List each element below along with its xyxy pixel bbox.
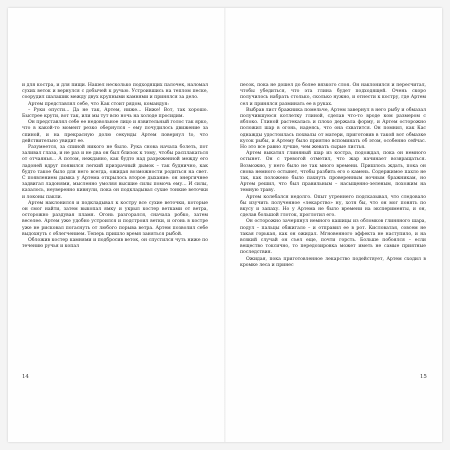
left-paragraph-5: Разумеется, за спиной никого не было. Рука снова начала болеть, пот заливал глаза, и не раз и не два он был близок к тому, чтобы расплакаться от отчаянья... А потом, нежданно, как будто над разреженной между его ладоней вдруг появился легкий призрачный дымок – так буднично, как будто такое было для него всегда, ожидая возможности родиться на свет. С появлением дымка у Артема открылось второе дыхание: он энергичнее задвигал ладонями, мысленно умоляя высшие силы помочь ему... И силы, казалось, неуверенно кивнули, пока он подкладывал сухие тонкие веточки и локоны пакли.	[22, 145, 208, 200]
right-paragraph-4: Артем колебался недолго. Опыт утреннего подсказывал, что следовало бы изучить полученное «лекарство» ну, хотя бы, что он мог понять по вкусу и запаху. Но у Артема не было времени на эксперименты, и он, сделав большой глоток, проглотил его.	[240, 194, 426, 219]
right-paragraph-1: песок, пока не дошел до более вязкого слоя. Он наклонился и пересчитал, чтобы убедиться, что эта глина будет подходящей. Очень скоро получилось набрать столько, сколько нужно, и отнести к костру, где Артем сел и принялся разминать ее в руках.	[240, 83, 426, 107]
right-paragraph-2: Выбрав лист бражника помельче, Артем завернул в него рыбу и обмазал получившуюся котлетку глиной, сделав что-то вроде ком размером с яблоко. Глиной растекалась и плохо держала форму, и Артем осторожно положил шар в огонь, надеясь, что она схватится. Он помнил, как Кас однажды удостоилась похвалы от матери, приготовив в такой вот обмазке кусок рыбы, и Артему было приятно вспоминать об этом, особенно сейчас. Но это все равно лучше, чем жевать сырые листья.	[240, 107, 426, 151]
right-paragraph-3: Артем выкатил глиняный шар из костра, подождал, пока он немного остынет. Он с тревогой отметил, что жар начинает возвращаться. Возможно, у него было не так много времени. Пришлось ждать, пока он снова немного остынет, чтобы разбить его о камень. Содержимое пахло не так, как положено было пахнуть проверенным ночным бражникам, но Артем решил, что был правильным – насыщенно-зеленым, похожим на темную траву.	[240, 151, 426, 194]
left-paragraph-4: Он представлял себе ее недовольное лицо и язвительный голос так ярко, что в какой-то момент резко обернулся – ему почудилось движение за спиной, и на прекрасную долю секунды Артем повернул to, что действительно увидит ее.	[22, 120, 208, 144]
right-paragraph-5: Он осторожно зачерпнул немного кашицы из обломков глиняного шара, подул – пальцы обжигало – и отправил ее в рот. Кисловатая, совсем не такая горькая, как он ожидал. Мгновенного эффекта не наступило, и на всякий случай он съел еще, почти горсть. Больше побоялся – если вещество токсично, то передозировка может иметь не самые приятные последствия.	[240, 219, 426, 256]
left-paragraph-3: – Руки опусти... Да не так, Артем, ниже... Ниже! Вот, так хорошо. Быстрее крути, вот так, или мы тут всю ночь на холоде просидим.	[22, 107, 208, 120]
right-page	[240, 83, 426, 269]
right-paragraph-6: Ожидая, пока приготовленное лекарство подействует, Артем сходил в кромке леса и принес	[240, 256, 426, 268]
left-page-number: 14	[22, 374, 29, 380]
left-paragraph-6: Артем наклонился и подкладывал к костру все сухие веточки, которые он смог найти, затем выкопал ямку и укрыл костер ветками от ветра, осторожно раздувая пламя. Огонь разгорался, сначала робко, затем веселее. Артем уже удобно устроился и подстроил ветки, и огонь в костре уже не рисковал погаснуть от любого порыва ветра. Артем позволил себе выдохнуть с облегчением. Теперь пришло время заняться рыбой.	[22, 200, 208, 237]
left-paragraph-1: и для костра, и для пищи. Нашел несколько подходящих палочек, наломал сухих веток и вернулся с добычей к ручью. Устроившись на теплом песке, соорудил шалашик между двух крупными камнями и принялся за дело.	[22, 83, 208, 101]
book-spread	[8, 8, 442, 442]
right-page-number: 15	[420, 374, 427, 380]
left-paragraph-7: Обложив костер камнями и подбросив веток, он спустился чуть ниже по течению ручья и копал	[22, 238, 208, 250]
left-paragraph-2: Артем представлял себе, что Как стоит рядом, командуя:	[28, 101, 169, 107]
book-gutter	[224, 8, 226, 442]
left-page	[22, 83, 208, 250]
